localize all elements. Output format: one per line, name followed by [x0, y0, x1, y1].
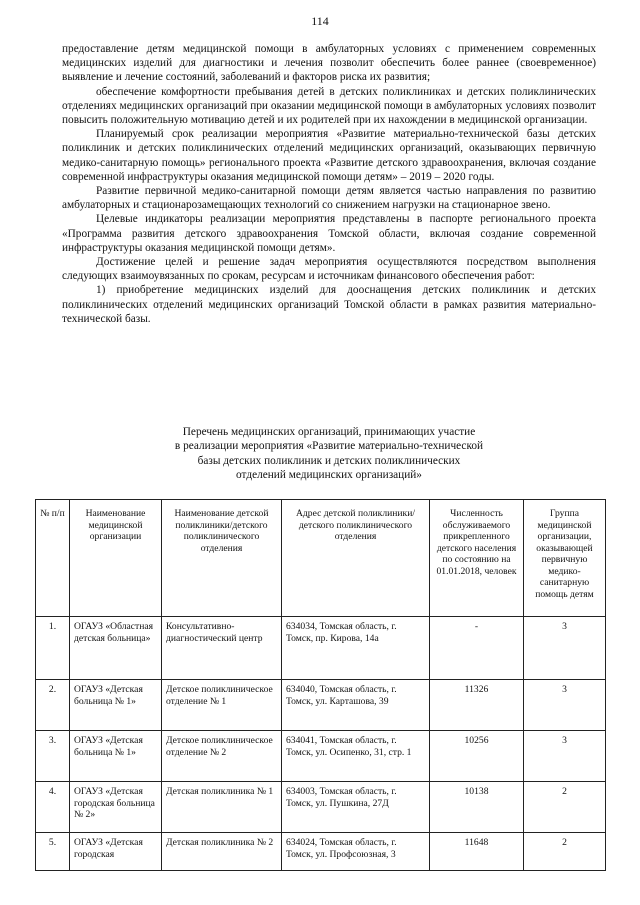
header-org: Наименование медицинской организации: [70, 500, 162, 617]
header-address: Адрес детской поликлиники/детского поликлинического отделения: [282, 500, 430, 617]
cell-num: 2.: [36, 680, 70, 731]
cell-num: 3.: [36, 731, 70, 782]
cell-address: 634040, Томская область, г. Томск, ул. Карташова, 39: [282, 680, 430, 731]
paragraph: предоставление детям медицинской помощи в амбулаторных условиях с применением современных медицинских изделий для диагностики и лечения позволит обеспечить более раннее (своевременное) выявление и лечение состояний, заболеваний и факторов риска их развития;: [62, 43, 596, 84]
body-text: [62, 42, 596, 326]
cell-address: 634034, Томская область, г. Томск, пр. Кирова, 14а: [282, 617, 430, 680]
cell-population: 10256: [430, 731, 524, 782]
list-title-line: Перечень медицинских организаций, принимающих участие: [182, 426, 476, 438]
paragraph: Целевые индикаторы реализации мероприятия представлены в паспорте регионального проекта «Программа развития детского здравоохранения Томской области, включая создание современной инфраструктуры оказания медицинской помощи детям».: [62, 213, 596, 254]
table-row: [36, 680, 606, 731]
list-title-line: базы детских поликлиник и детских поликлинических: [197, 454, 461, 467]
header-num: № п/п: [36, 500, 70, 617]
table-row: [36, 617, 606, 680]
cell-org: ОГАУЗ «Детская городская: [70, 833, 162, 871]
cell-population: -: [430, 617, 524, 680]
cell-org: ОГАУЗ «Детская больница № 1»: [70, 680, 162, 731]
cell-group: 2: [524, 782, 606, 833]
table-row: [36, 731, 606, 782]
paragraph: 1) приобретение медицинских изделий для дооснащения детских поликлиник и детских поликлинических отделений медицинских организаций Томской области в рамках развития материально-технической базы.: [62, 284, 596, 325]
header-group: Группа медицинской организации, оказывающей первичную медико-санитарную помощь детям: [524, 500, 606, 617]
cell-num: 5.: [36, 833, 70, 871]
table-row: [36, 782, 606, 833]
header-unit: Наименование детской поликлиники/детского поликлинического отделения: [162, 500, 282, 617]
list-title-line: в реализации мероприятия «Развитие материально-технической: [174, 440, 484, 453]
header-population: Численность обслуживаемого прикрепленного детского населения по состоянию на 01.01.2018, человек: [430, 500, 524, 617]
table-row: [36, 833, 606, 871]
cell-org: ОГАУЗ «Детская городская больница № 2»: [70, 782, 162, 833]
cell-address: 634024, Томская область, г. Томск, ул. Профсоюзная, 3: [282, 833, 430, 871]
cell-group: 2: [524, 833, 606, 871]
paragraph: Планируемый срок реализации мероприятия «Развитие материально-технической базы детских поликлиник и детских поликлинических отделений медицинских организаций, оказывающих первичную медико-санитарную помощь» регионального проекта «Развитие детского здравоохранения, включая создание современной инфраструктуры оказания медицинской помощи детям» – 2019 – 2020 годы.: [62, 128, 596, 183]
cell-address: 634003, Томская область, г. Томск, ул. Пушкина, 27Д: [282, 782, 430, 833]
paragraph: обеспечение комфортности пребывания детей в детских поликлиниках и детских поликлинических отделениях медицинских организаций при оказании медицинской помощи в амбулаторных условиях позволит повысить положительную мотивацию детей и их родителей при их нахождении в медицинской организации.: [62, 85, 596, 127]
cell-group: 3: [524, 617, 606, 680]
cell-unit: Консультативно-диагностический центр: [162, 617, 282, 680]
paragraph: Развитие первичной медико-санитарной помощи детям является частью направления по развитию амбулаторных и стационарозамещающих технологий со снижением нагрузки на стационарное звено.: [62, 185, 596, 212]
cell-unit: Детское поликлиническое отделение № 1: [162, 680, 282, 731]
list-title: [62, 425, 596, 482]
cell-population: 11648: [430, 833, 524, 871]
cell-num: 4.: [36, 782, 70, 833]
cell-population: 11326: [430, 680, 524, 731]
cell-unit: Детское поликлиническое отделение № 2: [162, 731, 282, 782]
cell-org: ОГАУЗ «Областная детская больница»: [70, 617, 162, 680]
cell-unit: Детская поликлиника № 1: [162, 782, 282, 833]
cell-unit: Детская поликлиника № 2: [162, 833, 282, 871]
list-title-line: отделений медицинских организаций»: [236, 468, 422, 481]
table-header-row: [36, 500, 606, 617]
cell-address: 634041, Томская область, г. Томск, ул. Осипенко, 31, стр. 1: [282, 731, 430, 782]
page-number: 114: [311, 14, 329, 28]
organizations-table: [35, 499, 606, 871]
cell-population: 10138: [430, 782, 524, 833]
paragraph: Достижение целей и решение задач мероприятия осуществляются посредством выполнения следующих взаимоувязанных по срокам, ресурсам и источникам финансового обеспечения работ:: [62, 256, 596, 283]
cell-group: 3: [524, 731, 606, 782]
cell-num: 1.: [36, 617, 70, 680]
cell-org: ОГАУЗ «Детская больница № 1»: [70, 731, 162, 782]
cell-group: 3: [524, 680, 606, 731]
